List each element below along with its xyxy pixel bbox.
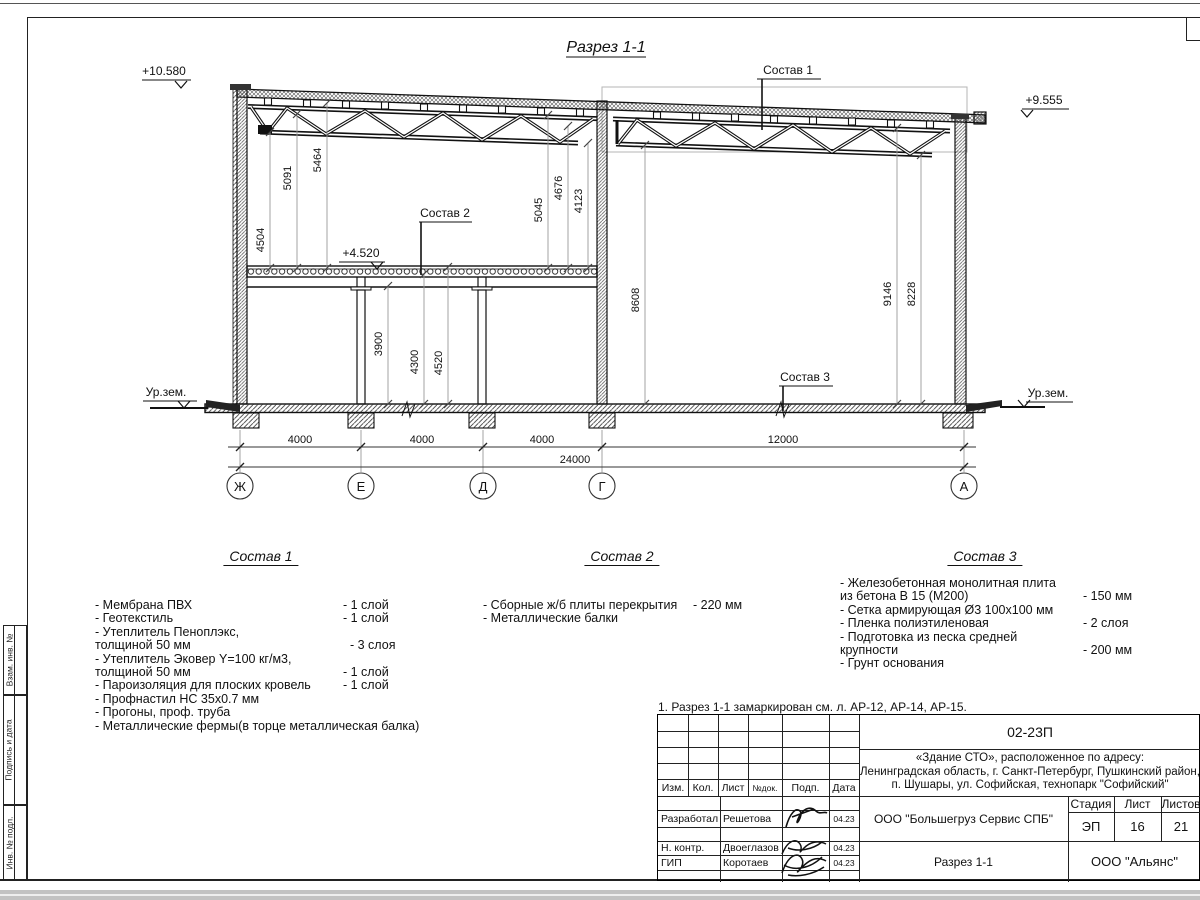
tb-col-ndok: №док. <box>752 782 778 793</box>
sostav1-label: Состав 1 <box>763 63 813 77</box>
tb-company: ООО "Большегруз Сервис СПБ" <box>873 811 1054 826</box>
sostav1-list: - Мембрана ПВХ - 1 слой - Геотекстиль - 1 слой - Утеплитель Пеноплэкс, толщиной 50 мм - 3 слоя - Утеплитель Эковер Y=100 кг/м3, толщиной 50 мм - 1 слой - Пароизоляция для плоских кровель - 1 слой - Профнастил НС 35х0.7 мм - Прогоны, проф. труба - Металлические фермы(в торце металлическая балка) <box>95 598 420 733</box>
margin-label-vzam: Взам. инв. № <box>4 633 15 687</box>
svg-text:4123: 4123 <box>573 188 585 214</box>
margin-box-col2-podpis <box>14 695 27 805</box>
svg-text:5091: 5091 <box>282 165 294 191</box>
tb-row2-name: Двоеглазов <box>723 842 779 854</box>
title-block <box>657 714 1200 881</box>
svg-text:4000: 4000 <box>529 434 555 446</box>
tb-col-izm: Изм. <box>661 781 685 794</box>
elevation-top-left: +10.580 <box>142 64 186 78</box>
tb-org: ООО "Альянс" <box>1091 854 1178 869</box>
signature-razrabotal <box>780 803 830 831</box>
tb-row3-date: 04.23 <box>833 857 855 868</box>
bottom-dim-extensions <box>240 430 964 472</box>
tb-stage-value: ЭП <box>1081 819 1101 834</box>
svg-text:5045: 5045 <box>533 197 545 223</box>
tb-col-data: Дата <box>832 781 856 794</box>
tb-stage-label: Стадия <box>1070 797 1112 811</box>
axis-label-g: Г <box>598 479 606 494</box>
tb-col-kol: Кол. <box>692 781 714 794</box>
margin-label-inv: Инв. № подл. <box>4 816 15 870</box>
svg-text:4520: 4520 <box>433 350 445 376</box>
axis-label-d: Д <box>478 479 488 494</box>
total-dim-label: 24000 <box>559 454 591 466</box>
foundation-blocks <box>233 413 973 428</box>
svg-text:5464: 5464 <box>312 147 324 173</box>
svg-text:4300: 4300 <box>409 349 421 375</box>
tb-row2-role: Н. контр. <box>661 842 705 854</box>
elevation-mezzanine: +4.520 <box>342 246 380 260</box>
bottom-dim-labels <box>288 434 799 466</box>
sostav2-list: - Сборные ж/б плиты перекрытия - 220 мм - Металлические балки <box>483 598 743 626</box>
margin-label-podpis: Подпись и дата <box>4 719 15 781</box>
svg-text:4000: 4000 <box>287 434 313 446</box>
tb-address-line1: «Здание СТО», расположенное по адресу: <box>915 751 1145 764</box>
tb-listov-value: 21 <box>1173 819 1189 834</box>
margin-box-col2-vzam <box>14 625 27 695</box>
sostav2-label: Состав 2 <box>420 206 470 220</box>
wall-axis-zh <box>230 84 251 404</box>
tb-row1-date: 04.23 <box>833 813 855 824</box>
svg-text:4504: 4504 <box>255 227 267 253</box>
tb-section-name: Разрез 1-1 <box>934 854 993 869</box>
wall-axis-g <box>597 101 607 404</box>
drawing-note: 1. Разрез 1-1 замаркирован см. л. АР-12, АР-14, АР-15. <box>658 700 967 714</box>
sostav3-heading: Состав 3 <box>947 548 1022 566</box>
sostav2-heading: Состав 2 <box>584 548 659 566</box>
svg-text:3900: 3900 <box>373 331 385 357</box>
section-title: Разрез 1-1 <box>566 39 646 56</box>
sostav3-label: Состав 3 <box>780 370 830 384</box>
svg-text:12000: 12000 <box>767 434 799 446</box>
column-axis-d <box>472 277 492 404</box>
roof-truss-right <box>613 119 950 155</box>
tb-row3-role: ГИП <box>661 856 682 869</box>
svg-text:4000: 4000 <box>409 434 435 446</box>
sostav3-list: - Железобетонная монолитная плита из бетона В 15 (М200) - 150 мм - Сетка армирующая Ø3 100х100 мм - Пленка полиэтиленовая - 2 слоя - Подготовка из песка средней крупности - 200 мм - Грунт основания <box>840 576 1133 671</box>
tb-row3-name: Коротаев <box>723 856 769 869</box>
svg-text:4676: 4676 <box>553 175 565 201</box>
signature-gip <box>776 849 830 879</box>
sostav1-heading: Состав 1 <box>223 548 298 566</box>
ground-label-right: Ур.зем. <box>1027 386 1069 400</box>
tb-row1-role: Разработал <box>661 812 719 825</box>
elevation-top-right: +9.555 <box>1025 93 1063 107</box>
tb-listov-label: Листов <box>1161 797 1200 811</box>
tb-address-line3: п. Шушары, ул. Софийская, технопарк "Софийский" <box>891 779 1169 792</box>
axis-label-zh: Ж <box>233 479 247 494</box>
tb-row1-name: Решетова <box>723 812 772 825</box>
tb-project-address <box>859 749 1200 796</box>
roof-eaves-end-block <box>974 112 986 124</box>
ground-label-left: Ур.зем. <box>145 385 187 399</box>
svg-text:8608: 8608 <box>630 287 642 313</box>
axis-label-a: А <box>959 479 969 494</box>
wall-axis-a <box>951 114 969 404</box>
tb-address-line2: Ленинградская область, г. Санкт-Петербург, Пушкинский район, <box>860 765 1200 778</box>
margin-box-col2-inv <box>14 805 27 881</box>
tb-list-label: Лист <box>1124 797 1151 811</box>
axis-bubbles <box>227 473 977 499</box>
axis-label-e: Е <box>356 479 366 494</box>
tb-list-value: 16 <box>1130 819 1145 834</box>
tb-col-list: Лист <box>721 781 745 794</box>
tb-row2-date: 04.23 <box>833 843 855 853</box>
viewport-bottom-strip <box>0 890 1200 900</box>
tb-col-podp: Подп. <box>791 781 820 794</box>
svg-text:9146: 9146 <box>882 281 894 307</box>
column-axis-e <box>351 277 371 404</box>
tb-project-code: 02-23П <box>1007 724 1053 740</box>
svg-text:8228: 8228 <box>906 281 918 307</box>
